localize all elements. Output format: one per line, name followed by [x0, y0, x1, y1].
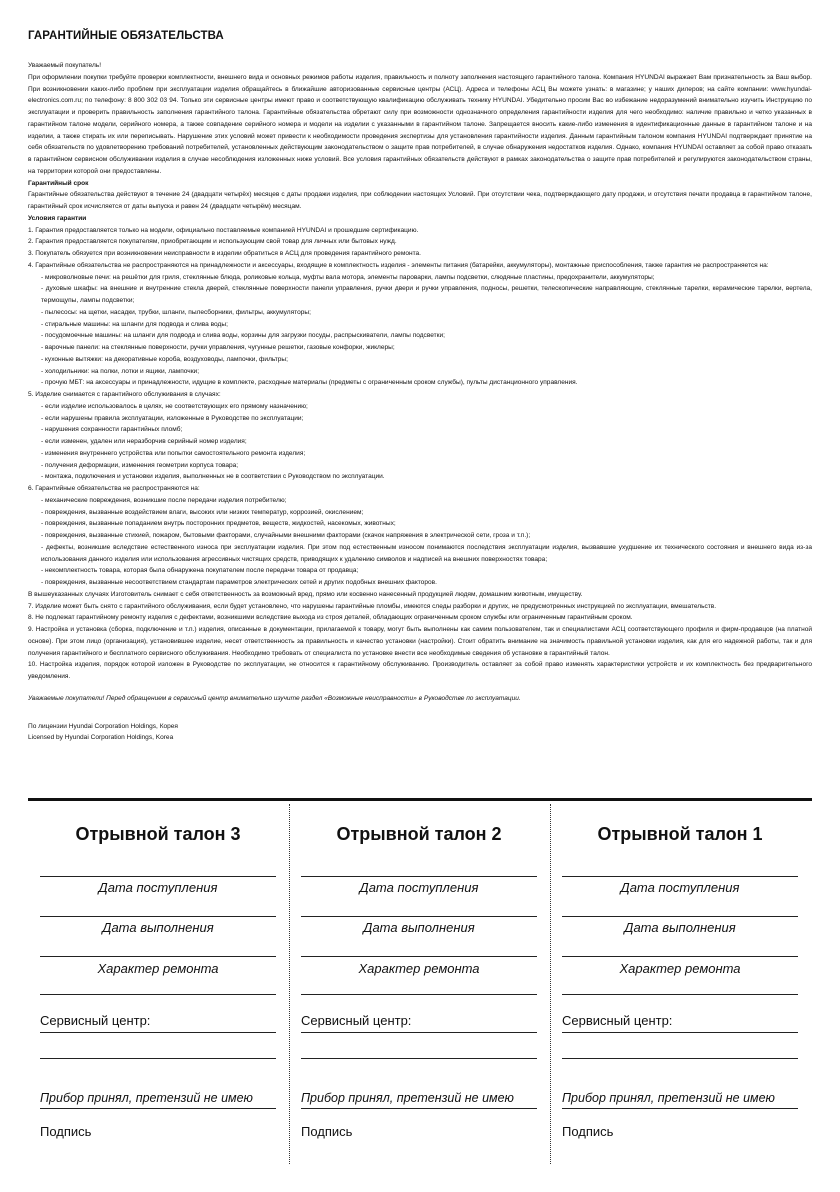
- condition-item: 7. Изделие может быть снято с гарантийного обслуживания, если будет установлено, что нарушены гарантийные пломбы, имеются следы разборки и других, не предусмотренных инструкцией по эксплуатации, вмешательств.: [28, 602, 717, 610]
- field-line: [40, 916, 276, 917]
- field-line: [562, 1058, 798, 1059]
- term-paragraph: Гарантийные обязательства действуют в течение 24 (двадцати четырёх) месяцев с даты продажи изделия, при соблюдении настоящих Условий. При отсутствии чека, подтверждающего дату продажи, и отсутствия печати продавца в гарантийном талоне, гарантийный срок исчисляется от даты выпуска и равен 24 (двадцати четырём) месяцам.: [28, 191, 812, 210]
- field-line: [301, 876, 537, 877]
- field-line: [301, 994, 537, 995]
- condition-item: 3. Покупатель обязуется при возникновении неисправности в изделии обратиться в АСЦ для проведения гарантийного ремонта.: [28, 250, 421, 257]
- warranty-text: [28, 60, 812, 683]
- tear-off-coupon: [301, 812, 537, 1152]
- field-line: [562, 916, 798, 917]
- tear-line: [550, 804, 551, 1164]
- field-line: [40, 994, 276, 995]
- condition-item: 10. Настройка изделия, порядок которой изложен в Руководстве по эксплуатации, не относится к гарантийному обслуживанию. Производитель оставляет за собой право изменять характеристики устройств и их комплектность без предварительного уведомления.: [28, 661, 812, 680]
- repair-type-label: Характер ремонта: [97, 961, 219, 976]
- intro-paragraph: При оформлении покупки требуйте проверки комплектности, внешнего вида и основных режимов работы изделия, правильность и полноту заполнения настоящего гарантийного талона. Компания HYUNDAI выражает Вам признательность за Ваш выбор. При возникновении каких-либо проблем при эксплуатации изделия обращайтесь в ближайшие авторизованные сервисные центры (АСЦ). Адреса и телефоны АСЦ Вы можете узнать: в магазине; у наших дилеров; на сайте компании: www.hyundai-electronics.com.ru; по телефону: 8 800 302 03 94. Только эти сервисные центры имеют право и соответствующую квалификацию обслуживать технику HYUNDAI. Убедительно просим Вас во избежание недоразумений внимательно изучить Инструкцию по эксплуатации и проверить правильность заполнения гарантийного талона. Гарантийные обязательства обретают силу при возможности однозначного определения гарантийности изделия для чего необходимо: наличие правильно и четко указанных в гарантийном талоне модели, серийного номера, а также совпадение серийного номера и модели на изделии с указанными в гарантийном талоне. Запрещается вносить какие-либо изменения в идентификационные данные в гарантийном талоне и на изделии, а также стирать их или переписывать. Нарушение этих условий может привести к необходимости проведения экспертизы для установления гарантийности изделия. Данным гарантийным талоном компания HYUNDAI подтверждает принятие на себя обязательств по удовлетворению требований потребителей, установленных действующим законодательством о защите прав потребителей, в случае обнаружения недостатков изделия. Однако, компания HYUNDAI оставляет за собой право отказать в гарантийном сервисном обслуживании изделия в случае несоблюдения изложенных ниже условий. Все условия гарантийных обязательств действуют в рамках законодательства о защите прав потребителей и регулируются законодательством страны, на территории которой они предоставлены.: [28, 73, 812, 175]
- condition-subitem: - духовые шкафы: на внешние и внутренние стекла дверей, стеклянные поверхности панели управления, ручки двери и ручки управления, подносы, решетки, телескопические направляющие, стеклянные тарелки, керамические тарелки, вертела, термощупы, лампы подсветки;: [41, 285, 812, 304]
- accepted-label: Прибор принял, претензий не имею: [562, 1091, 775, 1105]
- service-center-label: Сервисный центр:: [562, 1013, 673, 1028]
- condition-subitem: - нарушения сохранности гарантийных пломб;: [41, 426, 183, 434]
- condition-subitem: - повреждения, вызванные стихией, пожаром, бытовыми факторами, случайными внешними факторами (скачок напряжения в электрической сети, гроза и т.п.);: [41, 532, 531, 539]
- field-line: [301, 1058, 537, 1059]
- condition-subitem: - дефекты, возникшие вследствие естественного износа при эксплуатации изделия. При этом под естественным износом понимаются последствия эксплуатации изделия, вызвавшие ухудшение их технического состояния и внешнего вида из-за использования данного изделия или использования агрессивных чистящих средств, приводящих к удалению символов и надписей на внешних поверхностях товара;: [41, 543, 812, 563]
- field-line: [562, 1032, 798, 1033]
- field-line: [562, 956, 798, 957]
- date-completed-label: Дата выполнения: [363, 920, 475, 935]
- signature-label: Подпись: [40, 1124, 92, 1139]
- condition-subitem: - получения деформации, изменения геометрии корпуса товара;: [41, 461, 239, 469]
- condition-item: 8. Не подлежат гарантийному ремонту изделия с дефектами, возникшими вследствие выхода из строя деталей, обладающих ограниченным сроком службы или ограниченным гарантийным сроком.: [28, 614, 633, 622]
- date-received-label: Дата поступления: [98, 880, 218, 895]
- condition-subitem: - варочные панели: на стеклянные поверхности, ручки управления, чугунные решетки, газовые конфорки, жиклеры;: [41, 344, 395, 351]
- signature-label: Подпись: [562, 1124, 614, 1139]
- date-received-label: Дата поступления: [359, 880, 479, 895]
- condition-subitem: - повреждения, вызванные попаданием внутрь посторонних предметов, веществ, жидкостей, насекомых, животных;: [41, 520, 396, 528]
- field-line: [301, 1108, 537, 1109]
- tear-off-coupon: [562, 812, 798, 1152]
- condition-item: 1. Гарантия предоставляется только на модели, официально поставляемые компанией HYUNDAI и прошедшие сертификацию.: [28, 226, 419, 234]
- condition-subitem: - посудомоечные машины: на шланги для подвода и слива воды, корзины для загрузки посуды, распрыскиватели, лампы подсветки;: [41, 332, 446, 340]
- field-line: [40, 956, 276, 957]
- section-divider: [28, 798, 812, 801]
- condition-item: 6. Гарантийные обязательства не распространяются на:: [28, 485, 200, 492]
- condition-item: В вышеуказанных случаях Изготовитель снимает с себя ответственность за возможный вред, прямо или косвенно нанесенный продукцией людям, домашним животным, имуществу.: [28, 590, 583, 598]
- closing-note: Уважаемые покупатели! Перед обращением в сервисный центр внимательно изучите раздел «Возможные неисправности» в Руководстве по эксплуатации.: [28, 694, 521, 702]
- conditions-heading: Условия гарантии: [28, 214, 87, 222]
- field-line: [301, 916, 537, 917]
- condition-subitem: - некомплектность товара, которая была обнаружена покупателем после передачи товара от продавца;: [41, 567, 359, 575]
- repair-type-label: Характер ремонта: [619, 961, 741, 976]
- license-block: [28, 721, 812, 745]
- accepted-label: Прибор принял, претензий не имею: [40, 1091, 253, 1105]
- field-line: [40, 1032, 276, 1033]
- condition-item: 4. Гарантийные обязательства не распространяются на принадлежности и аксессуары, входящие в комплектность изделия - элементы питания (батарейки, аккумуляторы), монтажные приспособления, также гарантия не распространяется на:: [28, 261, 769, 269]
- condition-subitem: - пылесосы: на щетки, насадки, трубки, шланги, пылесборники, фильтры, аккумуляторы;: [41, 308, 311, 316]
- date-received-label: Дата поступления: [620, 880, 740, 895]
- field-line: [562, 876, 798, 877]
- condition-subitem: - монтажа, подключения и установки изделия, выполненных не в соответствии с Руководством по эксплуатации.: [41, 473, 385, 481]
- condition-item: 2. Гарантия предоставляется покупателям, приобретающим и использующим свой товар для личных или бытовых нужд.: [28, 238, 397, 246]
- coupon-title: Отрывной талон 3: [75, 824, 241, 844]
- field-line: [562, 994, 798, 995]
- term-heading: Гарантийный срок: [28, 179, 89, 187]
- condition-subitem: - кухонные вытяжки: на декоративные короба, воздуховоды, лампочки, фильтры;: [41, 355, 288, 363]
- service-center-label: Сервисный центр:: [40, 1013, 151, 1028]
- condition-subitem: - если изделие использовалось в целях, не соответствующих его прямому назначению;: [41, 402, 308, 410]
- condition-subitem: - прочую МБТ: на аксессуары и принадлежности, идущие в комплекте, расходные материалы (предметы с ограниченным сроком службы), пульты дистанционного управления.: [41, 379, 578, 387]
- condition-subitem: - повреждения, вызванные несоответствием стандартам параметров электрических сетей и других подобных внешних факторов.: [41, 579, 437, 586]
- accepted-label: Прибор принял, претензий не имею: [301, 1091, 514, 1105]
- tear-off-coupon: [40, 812, 276, 1152]
- date-completed-label: Дата выполнения: [102, 920, 214, 935]
- warranty-section: [28, 30, 812, 744]
- field-line: [301, 1032, 537, 1033]
- date-completed-label: Дата выполнения: [624, 920, 736, 935]
- condition-subitem: - холодильники: на полки, лотки и ящики, лампочки;: [41, 367, 200, 375]
- greeting: Уважаемый покупатель!: [28, 62, 102, 69]
- page-title: ГАРАНТИЙНЫЕ ОБЯЗАТЕЛЬСТВА: [28, 30, 224, 42]
- field-line: [40, 876, 276, 877]
- condition-subitem: - если изменен, удален или неразборчив серийный номер изделия;: [41, 438, 247, 445]
- signature-label: Подпись: [301, 1124, 353, 1139]
- license-en: Licensed by Hyundai Corporation Holdings, Korea: [28, 734, 174, 742]
- condition-item: 9. Настройка и установка (сборка, подключение и т.п.) изделия, описанные в документации, прилагаемой к товару, могут быть выполнены как самим пользователем, так и специалистами АСЦ соответствующего профиля и фирм-продавцов (на платной основе). При этом лицо (организация), установившее изделие, несет ответственность за правильность и качество установки (настройки). Стоит обратить внимание на значимость правильной установки изделия, как для его надежной работы, так и для получения гарантийного и бесплатного сервисного обслуживания. Необходимо требовать от специалиста по установке внести все необходимые сведения об установке в гарантийный талон.: [28, 626, 812, 657]
- tear-line: [289, 804, 290, 1164]
- condition-item: 5. Изделие снимается с гарантийного обслуживания в случаях:: [28, 391, 221, 398]
- condition-subitem: - стиральные машины: на шланги для подвода и слива воды;: [41, 320, 228, 328]
- field-line: [40, 1058, 276, 1059]
- conditions-list: [28, 225, 812, 683]
- condition-subitem: - механические повреждения, возникшие после передачи изделия потребителю;: [41, 496, 287, 504]
- field-line: [301, 956, 537, 957]
- field-line: [40, 1108, 276, 1109]
- coupon-title: Отрывной талон 2: [336, 824, 502, 844]
- service-center-label: Сервисный центр:: [301, 1013, 412, 1028]
- coupon-title: Отрывной талон 1: [597, 824, 763, 844]
- repair-type-label: Характер ремонта: [358, 961, 480, 976]
- condition-subitem: - изменения внутреннего устройства или попытки самостоятельного ремонта изделия;: [41, 449, 306, 457]
- condition-subitem: - микроволновые печи: на решётки для гриля, стеклянные блюда, роликовые кольца, муфты вала мотора, элементы пароварки, лампы подсветки, слюдяные пластины, предохранители, аккумуляторы;: [41, 273, 655, 281]
- license-ru: По лицензии Hyundai Corporation Holdings, Корея: [28, 722, 178, 730]
- condition-subitem: - если нарушены правила эксплуатации, изложенные в Руководстве по эксплуатации;: [41, 414, 304, 422]
- condition-subitem: - повреждения, вызванные воздействием влаги, высоких или низких температур, коррозией, окислением;: [41, 508, 364, 516]
- field-line: [562, 1108, 798, 1109]
